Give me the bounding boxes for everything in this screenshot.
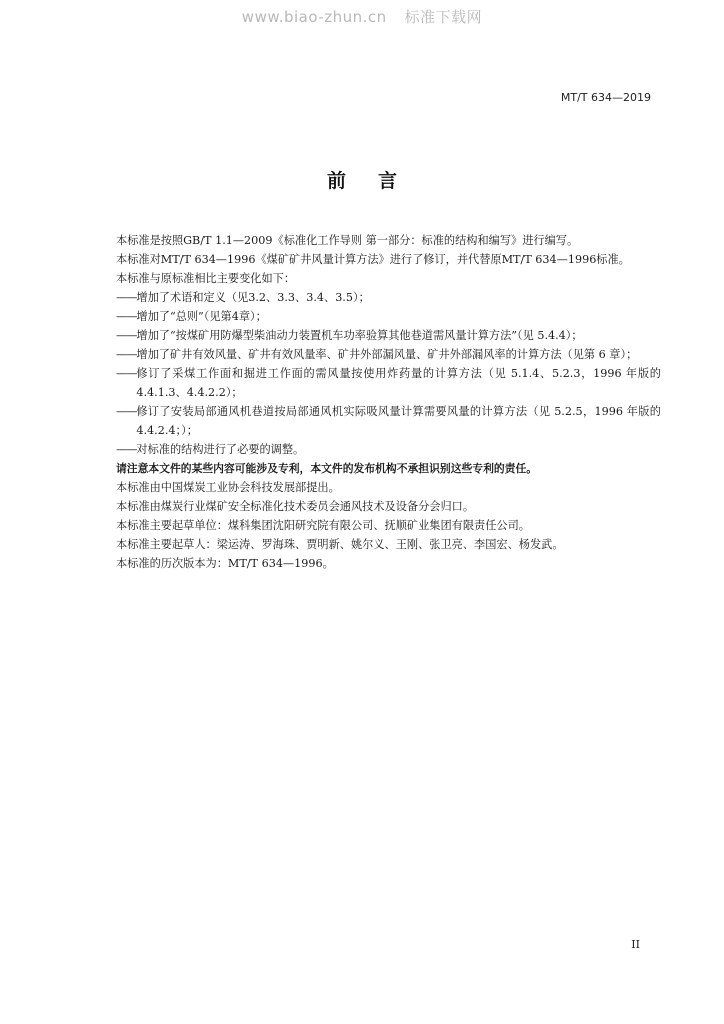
- change-item: [116, 402, 661, 440]
- paragraph-drafting-units: 本标准主要起草单位：煤科集团沈阳研究院有限公司、抚顺矿业集团有限责任公司。: [116, 519, 530, 532]
- change-dash: ——: [116, 405, 137, 418]
- patent-notice: 请注意本文件的某些内容可能涉及专利，本文件的发布机构不承担识别这些专利的责任。: [116, 462, 538, 475]
- change-dash: ——: [116, 329, 137, 342]
- change-text: 对标准的结构进行了必要的调整。: [136, 443, 305, 456]
- paragraph-changes-intro: 本标准与原标准相比主要变化如下：: [116, 272, 296, 285]
- change-text: 增加了“按煤矿用防爆型柴油动力装置机车功率验算其他巷道需风量计算方法”（见 5.4.4）；: [136, 329, 583, 342]
- page-title: 前言: [326, 170, 429, 192]
- paragraph-revision: 本标准对MT/T 634—1996《煤矿矿井风量计算方法》进行了修订，并代替原MT/T 634—1996标准。: [116, 253, 630, 266]
- watermark-site: www.biao-zhun.cn: [241, 8, 387, 26]
- change-dash: ——: [116, 348, 137, 361]
- change-item: [116, 440, 661, 459]
- paragraph-managed-by: 本标准由煤炭行业煤矿安全标准化技术委员会通风技术及设备分会归口。: [116, 500, 475, 513]
- change-dash: ——: [116, 443, 137, 456]
- paragraph-version-history: 本标准的历次版本为：MT/T 634—1996。: [116, 557, 334, 570]
- change-item: [116, 326, 661, 345]
- change-item: [116, 345, 661, 364]
- watermark: [0, 6, 724, 27]
- paragraph-drafters: 本标准主要起草人：梁运涛、罗海珠、贾明新、姚尔义、王刚、张卫亮、李国宏、杨发武。: [116, 538, 564, 551]
- change-item: [116, 307, 661, 326]
- change-text: 增加了“总则”（见第4章）；: [136, 310, 267, 323]
- page-number: II: [631, 938, 640, 951]
- change-text: 增加了矿井有效风量、矿井有效风量率、矿井外部漏风量、矿井外部漏风率的计算方法（见第 6 章）；: [136, 348, 638, 361]
- change-dash: ——: [116, 367, 137, 380]
- change-text: 增加了术语和定义（见3.2、3.3、3.4、3.5）；: [136, 291, 370, 304]
- change-text: 修订了安装局部通风机巷道按局部通风机实际吸风量计算需要风量的计算方法（见 5.2.5，1996 年版的 4.4.2.4；）；: [136, 405, 661, 437]
- foreword-body: [116, 231, 661, 573]
- change-item: [116, 364, 661, 402]
- change-dash: ——: [116, 310, 137, 323]
- paragraph-proposed-by: 本标准由中国煤炭工业协会科技发展部提出。: [116, 481, 340, 494]
- change-text: 修订了采煤工作面和掘进工作面的需风量按使用炸药量的计算方法（见 5.1.4、5.2.3，1996 年版的 4.4.1.3、4.4.2.2）；: [136, 367, 661, 399]
- change-item: [116, 288, 661, 307]
- standard-code: MT/T 634—2019: [560, 91, 651, 104]
- watermark-name: 标准下载网: [404, 8, 483, 26]
- change-dash: ——: [116, 291, 137, 304]
- paragraph-drafting-rules: 本标准是按照GB/T 1.1—2009《标准化工作导则 第一部分：标准的结构和编写》进行编写。: [116, 234, 579, 247]
